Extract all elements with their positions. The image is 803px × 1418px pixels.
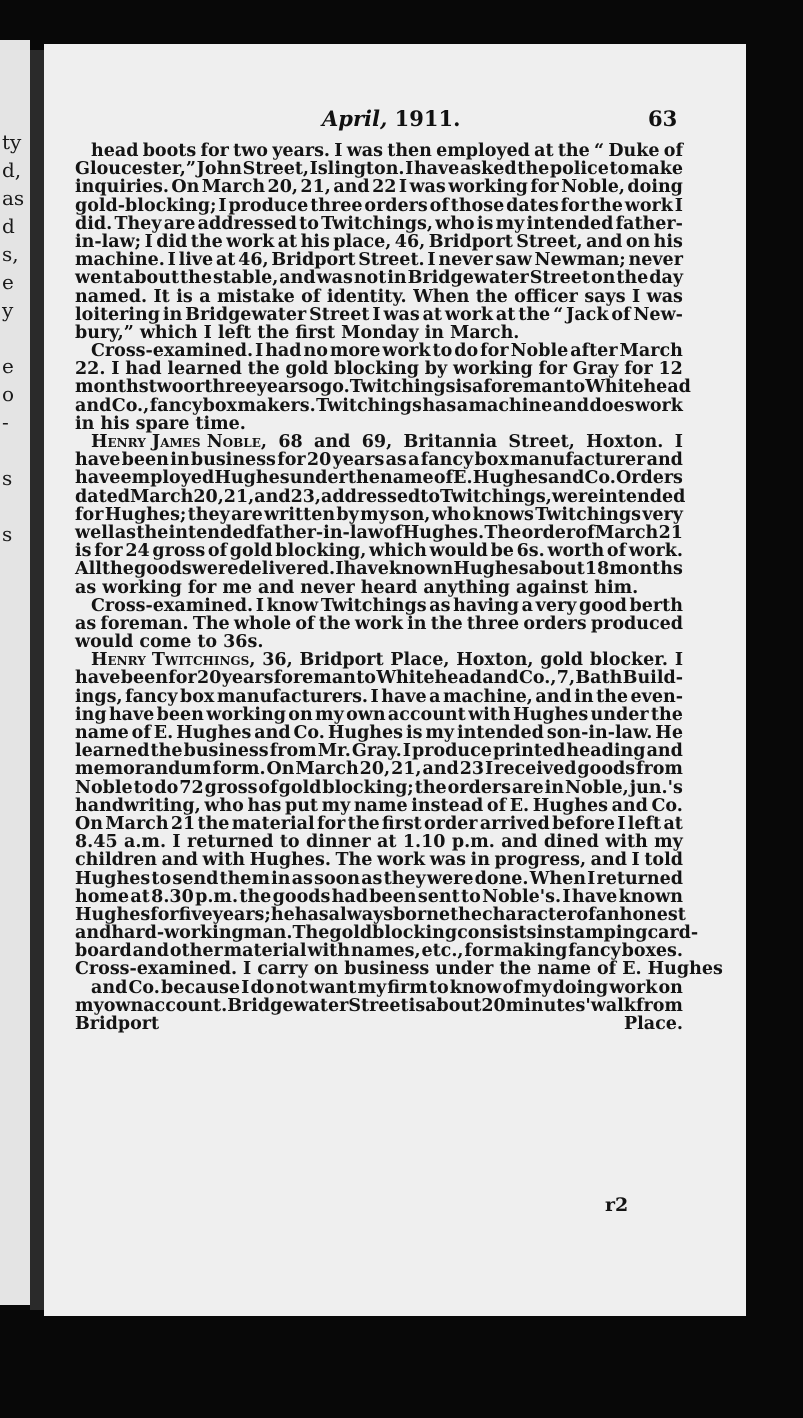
text-line: have been for 20 years foreman to Whitehead and Co., 7, Bath Build- [75,668,683,689]
page-number: 63 [648,106,678,131]
text-line: learned the business from Mr. Gray. I produce printed heading and [75,741,683,762]
signature-mark: r2 [605,1194,629,1216]
running-header [44,106,746,134]
text-line: Cross-examined. I know Twitchings as having a very good berth [91,595,683,616]
text-line: Hughes for five years; he has always borne the character of an honest [75,904,686,925]
text-line: for Hughes; they are written by my son, who knows Twitchings very [75,504,683,525]
text-line: is for 24 gross of gold blocking, which would be 6s. worth of work. [75,541,683,562]
previous-page-fragments [2,128,24,548]
previous-page-fragment [2,492,24,520]
text-line: inquiries. On March 20, 21, and 22 I was working for Noble, doing [75,177,683,198]
text-line: as working for me and never heard anything against him. [75,577,639,598]
previous-page-fragment [2,324,24,352]
text-line: memorandum form. On March 20, 21, and 23 I received goods from [75,759,683,780]
document-page [44,44,746,1316]
header-month: April, [322,106,388,131]
text-line: name of E. Hughes and Co. Hughes is my intended son-in-law. He [75,723,683,743]
previous-page-edge [0,40,30,1305]
text-line: have employed Hughes under the name of E. Hughes and Co. Orders [75,468,683,489]
text-line: my own account. Bridgewater Street is about 20 minutes' walk from [75,995,683,1016]
text-line: months two or three years ogo. Twitchings is a foreman to Whitehead [75,377,691,398]
text-line: in-law; I did the work at his place, 46, Bridport Street, and on his [75,231,683,252]
body-text [75,141,723,1034]
text-line: Henry James Noble, 68 and 69, Britannia Street, Hoxton. I [91,432,683,452]
text-line: gold-blocking; I produce three orders of those dates for the work I [75,195,683,216]
text-line: and Co. because I do not want my firm to know of my doing work on [91,977,683,998]
text-line: head boots for two years. I was then employed at the “ Duke of [91,141,683,161]
text-line: 22. I had learned the gold blocking by working for Gray for 12 [75,359,683,380]
text-line: in his spare time. [75,413,246,434]
text-line: Hughes to send them in as soon as they were done. When I returned [75,868,683,889]
text-line: children and with Hughes. The work was in progress, and I told [75,850,683,871]
previous-page-fragment: - [2,410,9,434]
text-line: did. They are addressed to Twitchings, who is my intended father- [75,213,683,234]
text-line: board and other material with names, etc., for making fancy boxes. [75,941,683,962]
header-year: 1911. [394,106,461,131]
text-line: and Co., fancy box makers. Twitchings has a machine and does work [75,395,683,416]
previous-page-fragment: e [2,354,14,378]
text-line: went about the stable, and was not in Bridgewater Street on the day [75,268,683,289]
running-title [322,106,460,131]
text-line: Cross-examined. I had no more work to do for Noble after March [91,341,683,362]
text-line: named. It is a mistake of identity. When the officer says I was [75,286,683,307]
text-line: ing have been working on my own account with Hughes under the [75,704,683,725]
text-line: machine. I live at 46, Bridport Street. I never saw Newman; never [75,250,683,271]
text-line: home at 8.30 p.m. the goods had been sent to Noble's. I have known [75,886,683,907]
previous-page-fragment [2,436,24,464]
previous-page-fragment: s, [2,242,19,266]
text-line: dated March 20, 21, and 23, addressed to Twitchings, were intended [75,486,686,507]
text-line: loitering in Bridgewater Street I was at work at the “ Jack of New- [75,304,683,325]
text-line: Cross-examined. I carry on business under the name of E. Hughes [75,959,723,980]
text-line: would come to 36s. [75,632,264,653]
text-line: as foreman. The whole of the work in the three orders produced [75,613,683,634]
text-line: bury,” which I left the first Monday in March. [75,322,520,343]
previous-page-fragment: s [2,522,13,546]
text-line: Noble to do 72 gross of gold blocking; the orders are in Noble, jun.'s [75,777,683,798]
previous-page-fragment: s [2,466,13,490]
previous-page-fragment: y [2,298,14,322]
text-line: On March 21 the material for the first order arrived before I left at [75,813,683,834]
text-line: Henry Twitchings, 36, Bridport Place, Hoxton, gold blocker. I [91,650,683,671]
previous-page-fragment: d [2,214,15,238]
previous-page-fragment: d, [2,158,22,182]
text-line: Bridport Place. [75,1014,683,1034]
text-line: have been in business for 20 years as a fancy box manufacturer and [75,450,683,471]
previous-page-fragment: o [2,382,15,406]
text-line: handwriting, who has put my name instead of E. Hughes and Co. [75,795,683,816]
previous-page-fragment: ty [2,130,22,154]
text-line: Gloucester,” John Street, Islington. I have asked the police to make [75,159,683,180]
text-line: and hard-working man. The gold blocking consists in stamping card- [75,923,699,944]
text-line: ings, fancy box manufacturers. I have a machine, and in the even- [75,686,683,707]
previous-page-fragment: as [2,186,25,210]
previous-page-fragment: e [2,270,14,294]
text-line: 8.45 a.m. I returned to dinner at 1.10 p.m. and dined with my [75,832,683,853]
text-line: All the goods were delivered. I have known Hughes about 18 months [75,559,683,580]
text-line: well as the intended father-in-law of Hughes. The order of March 21 [75,522,683,543]
